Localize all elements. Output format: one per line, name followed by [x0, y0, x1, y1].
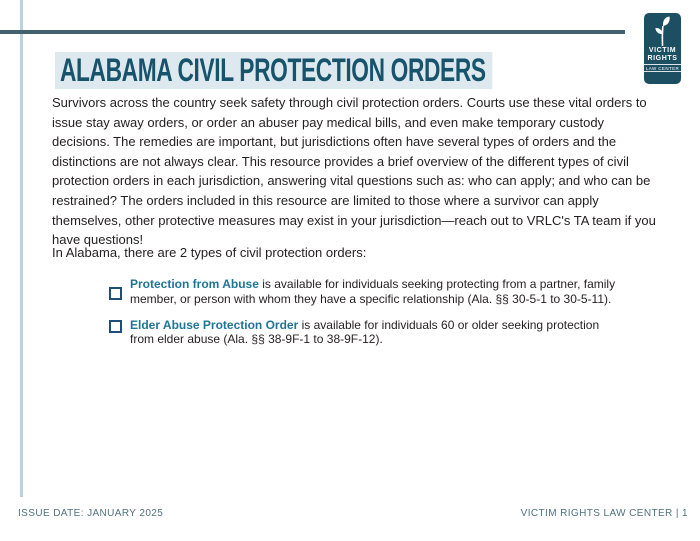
footer-org-page: VICTIM RIGHTS LAW CENTER | 1 [520, 508, 688, 519]
footer-issue-date: ISSUE DATE: JANUARY 2025 [18, 508, 164, 519]
order-detail: is available for individuals 60 or older seeking protection from elder abuse (Ala. §§ 38-9F-1 to 38-9F-12). [130, 317, 600, 347]
logo-text-law-center: LAW CENTER [643, 64, 682, 72]
list-intro: In Alabama, there are 2 types of civil protection orders: [52, 245, 367, 260]
page-title-text: ALABAMA CIVIL PROTECTION ORDERS [55, 52, 492, 89]
sprout-icon [652, 16, 673, 47]
order-list [109, 277, 619, 358]
intro-paragraph: Survivors across the country seek safety through civil protection orders. Courts use these vital orders to issue stay away orders, or order an abuser pay medical bills, and even make temporary custody decisions. The remedies are important, but jurisdictions often have several types of orders and the distinctions are not always clear. This resource provides a brief overview of the different types of civil protection orders in each jurisdiction, answering vital questions such as: who can apply; and who can be restrained? The orders included in this resource are limited to those where a survivor can apply themselves, other protective measures may exist in your jurisdiction—reach out to VRLC's TA team if you have questions! [52, 95, 656, 248]
logo-text-rights: RIGHTS [647, 54, 678, 62]
left-accent-line [20, 0, 23, 497]
list-item-protection-from-abuse [109, 277, 619, 307]
order-name: Elder Abuse Protection Order [130, 317, 299, 332]
header-rule [0, 30, 625, 34]
order-name: Protection from Abuse [130, 277, 259, 291]
order-description [130, 318, 619, 348]
order-description [130, 277, 619, 307]
order-detail: is available for individuals seeking protecting from a partner, family member, or person with whom they have a specific relationship (Ala. §§ 30-5-1 to 30-5-11). [130, 277, 616, 306]
logo-text-victim: VICTIM [648, 47, 677, 54]
checkbox-icon [109, 287, 122, 300]
page-title [55, 52, 671, 89]
checkbox-icon [109, 320, 122, 333]
list-item-elder-abuse-protection-order [109, 318, 619, 348]
